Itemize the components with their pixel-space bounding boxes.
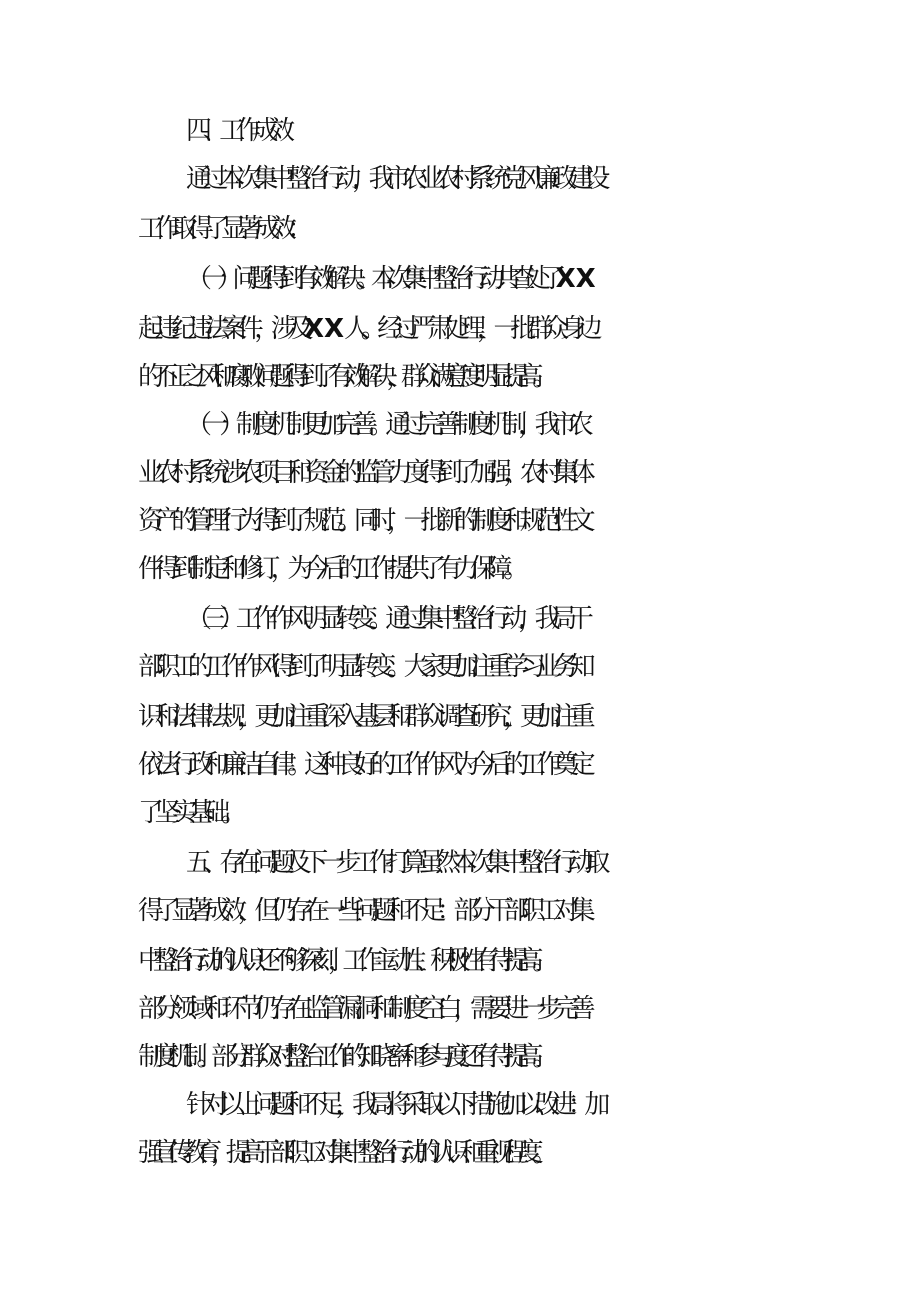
paragraph-line: 识和法律法规，更加注重深入基层和群众调查研究，更加注重 — [138, 702, 587, 732]
item1-line2 — [0, 312, 920, 346]
paragraph-line: 依法行政和廉洁自律。这种良好的工作作风为今后的工作奠定 — [138, 750, 587, 780]
item1-text: （一）问题得到有效解决。本次集中整治行动共查处了 — [186, 264, 556, 294]
paragraph-line: 了坚实基础。 — [138, 798, 238, 828]
paragraph-line: 强宣传教育，提高干部职工对集中整治行动的认识和重视程度。 — [138, 1138, 547, 1168]
paragraph-line: 资产的管理行为得到了规范。同时，一批新的制度和规范性文 — [138, 506, 587, 536]
item1-line1 — [0, 262, 920, 296]
item1-text: 人。经过严肃处理，一批群众身边 — [344, 314, 594, 344]
paragraph-line: 部分领域和环节仍存在监管漏洞和制度空白，需要进一步完善 — [138, 994, 587, 1024]
paragraph-line: （一）制度机制更加完善。通过完善制度机制，我市农 — [186, 410, 585, 440]
section-heading-4: 四、工作成效 — [186, 116, 286, 146]
paragraph-line: 中整治行动的认识还不够深刻，工作主动性、积极性有待提高。 — [138, 946, 547, 976]
paragraph-line: 得了显著成效，但仍存在一些问题和不足：部分干部职工对集 — [138, 896, 587, 926]
paragraph-line: 针对以上问题和不足，我局将采取以下措施加以改进：加 — [186, 1090, 602, 1120]
paragraph-line: 制度机制。部分群众对整治工作的知晓率和参与度还有待提高。 — [138, 1042, 547, 1072]
section-heading-5: 五、存在问题及下一步工作打算虽然本次集中整治行动取 — [186, 848, 602, 878]
placeholder-count: XX — [304, 314, 345, 344]
paragraph-line: 业农村系统涉农项目和资金的监管力度得到了加强，农村集体 — [138, 458, 587, 488]
paragraph-line: 部职工的工作作风得到了明显转变。大家更加注重学习业务知 — [138, 652, 587, 682]
paragraph-line: 的不正之风和腐败问题得到了有效解决，群众满意度明显提高。 — [138, 362, 547, 392]
placeholder-count: XX — [555, 264, 596, 294]
paragraph-line: 件得到制定和修订，为今后的工作提供了有力保障。 — [138, 554, 520, 584]
paragraph-line: （三）工作作风明显转变。通过集中整治行动，我局干 — [186, 604, 585, 634]
paragraph-line: 通过本次集中整治行动，我市农业农村系统党风廉政建设 — [186, 164, 602, 194]
paragraph-line: 工作取得了显著成效： — [138, 214, 305, 244]
item1-text: 起违纪违法案件，涉及 — [138, 314, 305, 344]
